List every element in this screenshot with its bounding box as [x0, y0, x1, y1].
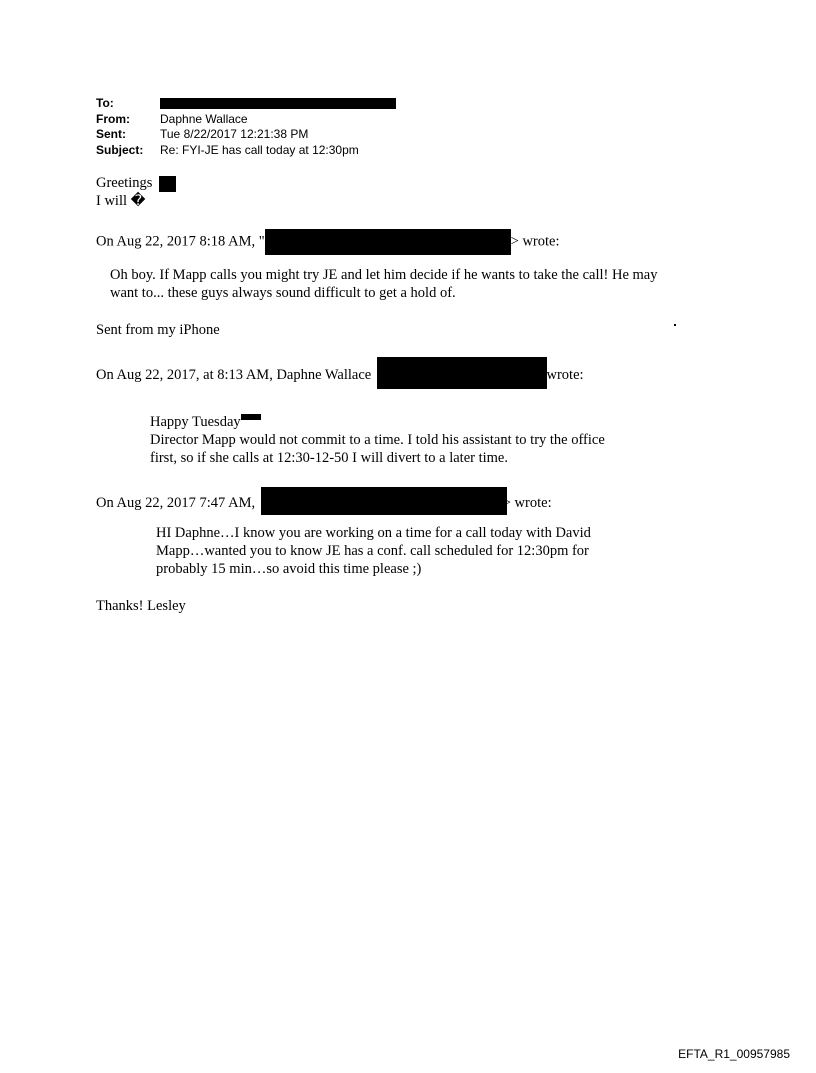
signature: Sent from my iPhone — [96, 322, 220, 338]
redaction-bar — [377, 357, 547, 389]
redaction-bar — [265, 229, 511, 255]
quote2-attribution-start: On Aug 22, 2017, at 8:13 AM, Daphne Wallace — [96, 367, 372, 383]
document-id: EFTA_R1_00957985 — [678, 1047, 790, 1061]
quote1-line: want to... these guys always sound difficult to get a hold of. — [110, 285, 456, 301]
quote1-attribution-start: On Aug 22, 2017 8:18 AM, " — [96, 233, 265, 250]
redaction-bar — [241, 414, 261, 420]
email-header — [96, 96, 396, 158]
quote2-attribution-end: wrote: — [546, 367, 584, 383]
reply-line: I will � — [96, 193, 146, 209]
quote3-body — [156, 524, 591, 578]
sent-label: Sent: — [96, 127, 126, 141]
quote3-attribution-start: On Aug 22, 2017 7:47 AM, — [96, 495, 256, 511]
subject-value: Re: FYI-JE has call today at 12:30pm — [160, 142, 359, 157]
redaction-bar — [160, 98, 396, 109]
quote1-attribution — [96, 229, 560, 255]
reply-greeting: Greetings — [96, 175, 153, 191]
to-label: To: — [96, 96, 114, 110]
quote2-line: Director Mapp would not commit to a time. I told his assistant to try the office — [150, 432, 605, 448]
quote3-attribution-end: > wrote: — [502, 495, 552, 511]
subject-row — [96, 143, 396, 159]
to-value — [160, 96, 396, 112]
from-row — [96, 112, 396, 128]
sent-row — [96, 127, 396, 143]
quote3-line: probably 15 min…so avoid this time please ;) — [156, 561, 422, 577]
from-label: From: — [96, 111, 130, 126]
quote3-line: HI Daphne…I know you are working on a time for a call today with David — [156, 525, 591, 541]
quote1-body — [110, 266, 658, 302]
quote2-greeting: Happy Tuesday — [150, 414, 241, 430]
quote1-attribution-end: > wrote: — [510, 233, 560, 250]
to-row — [96, 96, 396, 112]
quote2-line: first, so if she calls at 12:30-12-50 I will divert to a later time. — [150, 450, 508, 466]
quote2-body — [150, 413, 605, 467]
sent-value: Tue 8/22/2017 12:21:38 PM — [160, 127, 309, 141]
from-value: Daphne Wallace — [160, 111, 248, 126]
quote3-attribution — [96, 487, 552, 515]
closing: Thanks! Lesley — [96, 598, 186, 614]
redaction-bar — [261, 487, 507, 515]
redaction-bar — [159, 176, 176, 192]
quote1-line: Oh boy. If Mapp calls you might try JE and let him decide if he wants to take the call! He may — [110, 267, 658, 283]
quote2-attribution — [96, 357, 584, 389]
reply-body — [96, 174, 176, 210]
quote3-line: Mapp…wanted you to know JE has a conf. call scheduled for 12:30pm for — [156, 543, 589, 559]
subject-label: Subject: — [96, 142, 144, 157]
stray-mark — [674, 324, 676, 326]
